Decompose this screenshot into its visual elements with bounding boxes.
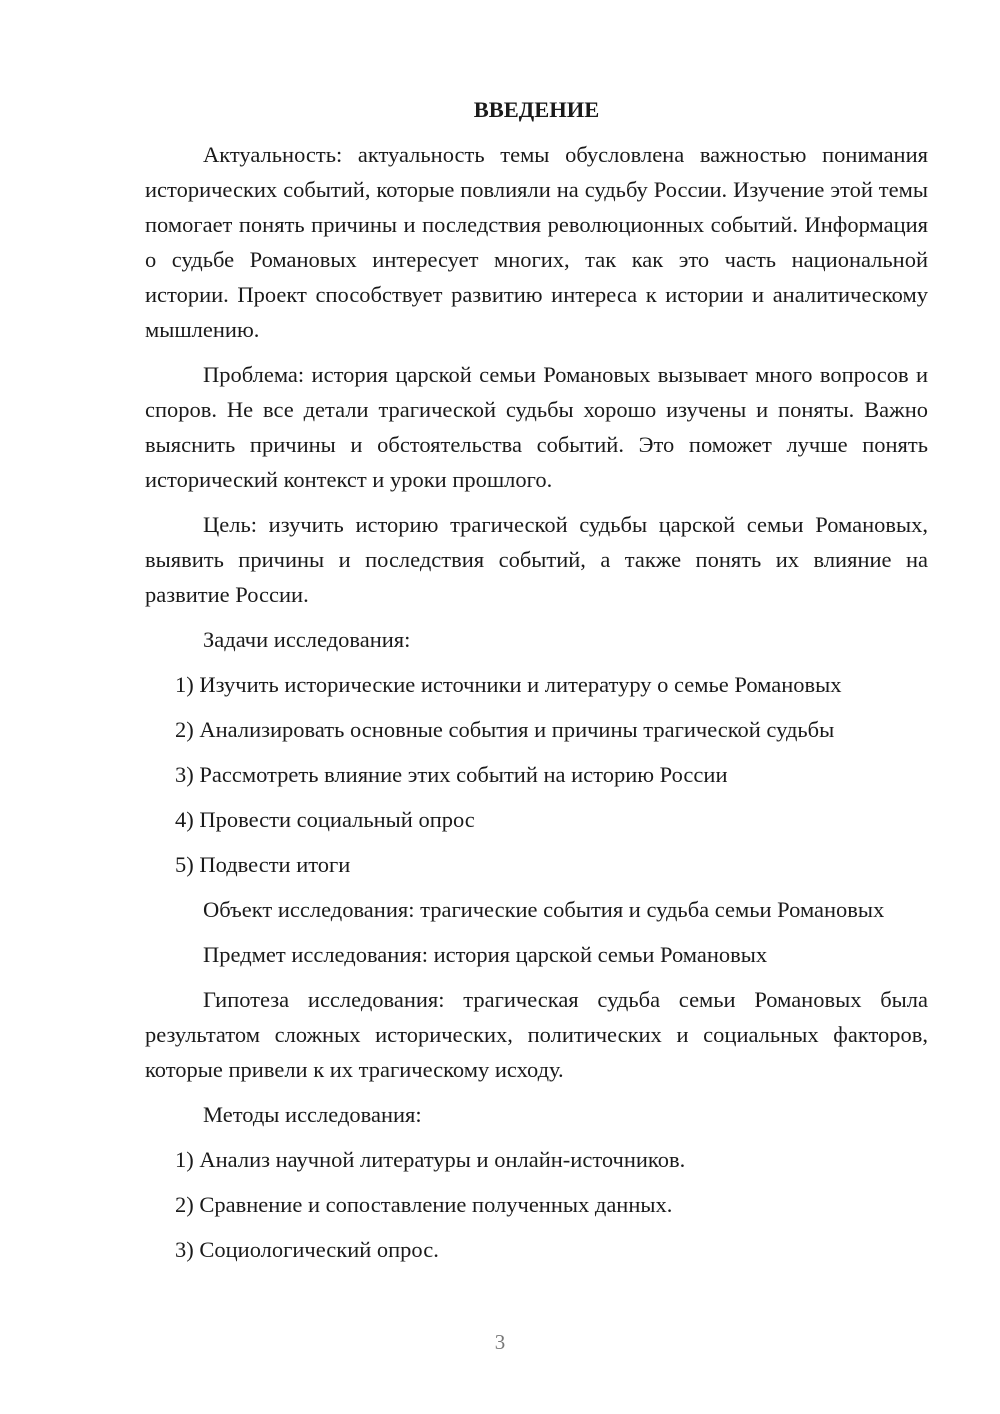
task-item: 4) Провести социальный опрос bbox=[175, 807, 475, 832]
task-item: 2) Анализировать основные события и причины трагической судьбы bbox=[175, 717, 835, 742]
subject-paragraph: Предмет исследования: история царской семьи Романовых bbox=[203, 942, 768, 967]
document-page bbox=[145, 92, 928, 1277]
method-item: 2) Сравнение и сопоставление полученных данных. bbox=[175, 1192, 673, 1217]
tasks-list bbox=[145, 667, 928, 882]
relevance-paragraph: Актуальность: актуальность темы обусловлена важностью понимания исторических событий, которые повлияли на судьбу России. Изучение этой темы помогает понять причины и последствия революционных событий. Информация о судьбе Романовых интересует многих, так как это часть национальной истории. Проект способствует развитию интереса к истории и аналитическому мышлению. bbox=[145, 142, 928, 342]
methods-heading: Методы исследования: bbox=[203, 1102, 422, 1127]
section-title: ВВЕДЕНИЕ bbox=[473, 97, 600, 122]
task-item: 1) Изучить исторические источники и литературу о семье Романовых bbox=[175, 672, 842, 697]
page-number: 3 bbox=[494, 1330, 506, 1354]
object-paragraph: Объект исследования: трагические события и судьба семьи Романовых bbox=[203, 897, 885, 922]
hypothesis-paragraph: Гипотеза исследования: трагическая судьба семьи Романовых была результатом сложных исторических, политических и социальных факторов, которые привели к их трагическому исходу. bbox=[145, 987, 928, 1082]
tasks-heading: Задачи исследования: bbox=[203, 627, 411, 652]
task-item: 3) Рассмотреть влияние этих событий на историю России bbox=[175, 762, 728, 787]
method-item: 1) Анализ научной литературы и онлайн-источников. bbox=[175, 1147, 686, 1172]
methods-list bbox=[145, 1142, 928, 1267]
problem-paragraph: Проблема: история царской семьи Романовых вызывает много вопросов и споров. Не все детали трагической судьбы хорошо изучены и поняты. Важно выяснить причины и обстоятельства событий. Это поможет лучше понять исторический контекст и уроки прошлого. bbox=[145, 362, 928, 492]
task-item: 5) Подвести итоги bbox=[175, 852, 351, 877]
goal-paragraph: Цель: изучить историю трагической судьбы царской семьи Романовых, выявить причины и последствия событий, а также понять их влияние на развитие России. bbox=[145, 512, 928, 607]
method-item: 3) Социологический опрос. bbox=[175, 1237, 439, 1262]
